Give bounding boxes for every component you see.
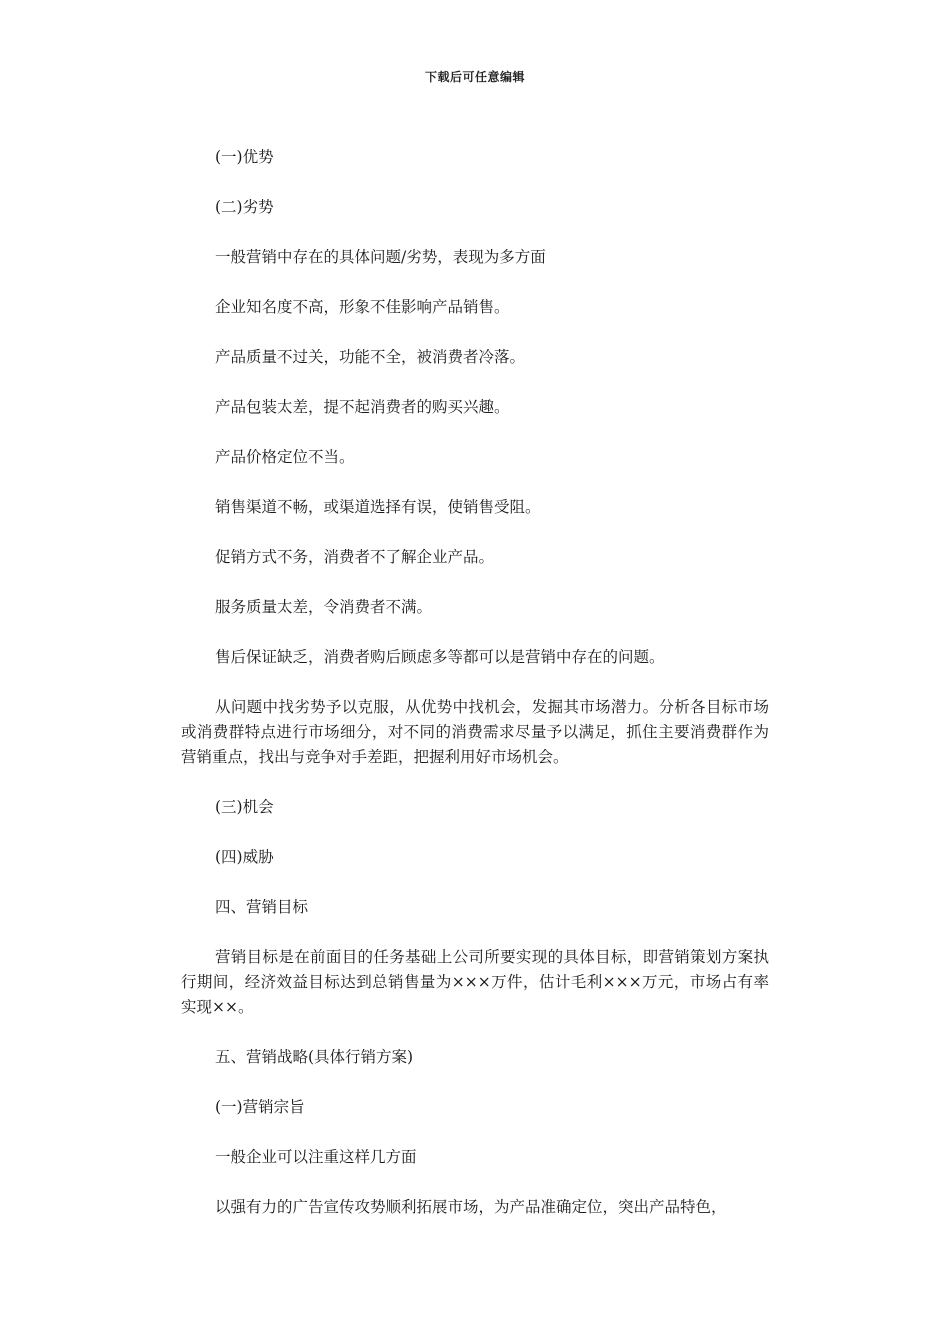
paragraph: 四、营销目标: [215, 898, 309, 916]
paragraph: 产品质量不过关，功能不全，被消费者冷落。: [215, 348, 526, 366]
paragraph: 售后保证缺乏，消费者购后顾虑多等都可以是营销中存在的问题。: [215, 648, 665, 666]
paragraph: 从问题中找劣势予以克服，从优势中找机会，发掘其市场潜力。分析各目标市场或消费群特点进行市场细分，对不同的消费需求尽量予以满足，抓住主要消费群作为营销重点，找出与竞争对手差距，把握利用好市场机会。: [181, 698, 769, 766]
document-body: [181, 145, 769, 1245]
paragraph: (四)威胁: [215, 848, 274, 866]
paragraph: 一般企业可以注重这样几方面: [215, 1148, 417, 1166]
paragraph: 企业知名度不高，形象不佳影响产品销售。: [215, 298, 510, 316]
paragraph: (一)优势: [215, 148, 274, 166]
paragraph: 营销目标是在前面目的任务基础上公司所要实现的具体目标，即营销策划方案执行期间，经济效益目标达到总销售量为×××万件，估计毛利×××万元，市场占有率实现××。: [181, 948, 769, 1016]
paragraph: 产品价格定位不当。: [215, 448, 355, 466]
paragraph: (三)机会: [215, 798, 274, 816]
paragraph: (一)营销宗旨: [215, 1098, 305, 1116]
paragraph: 一般营销中存在的具体问题/劣势，表现为多方面: [215, 248, 546, 266]
paragraph: (二)劣势: [215, 198, 274, 216]
paragraph: 促销方式不务，消费者不了解企业产品。: [215, 548, 495, 566]
paragraph: 销售渠道不畅，或渠道选择有误，使销售受阻。: [215, 498, 541, 516]
paragraph: 以强有力的广告宣传攻势顺利拓展市场，为产品准确定位，突出产品特色，: [215, 1198, 727, 1216]
paragraph: 产品包装太差，提不起消费者的购买兴趣。: [215, 398, 510, 416]
paragraph: 服务质量太差，令消费者不满。: [215, 598, 433, 616]
paragraph: 五、营销战略(具体行销方案): [215, 1048, 414, 1066]
page-header: 下载后可任意编辑: [424, 70, 525, 84]
